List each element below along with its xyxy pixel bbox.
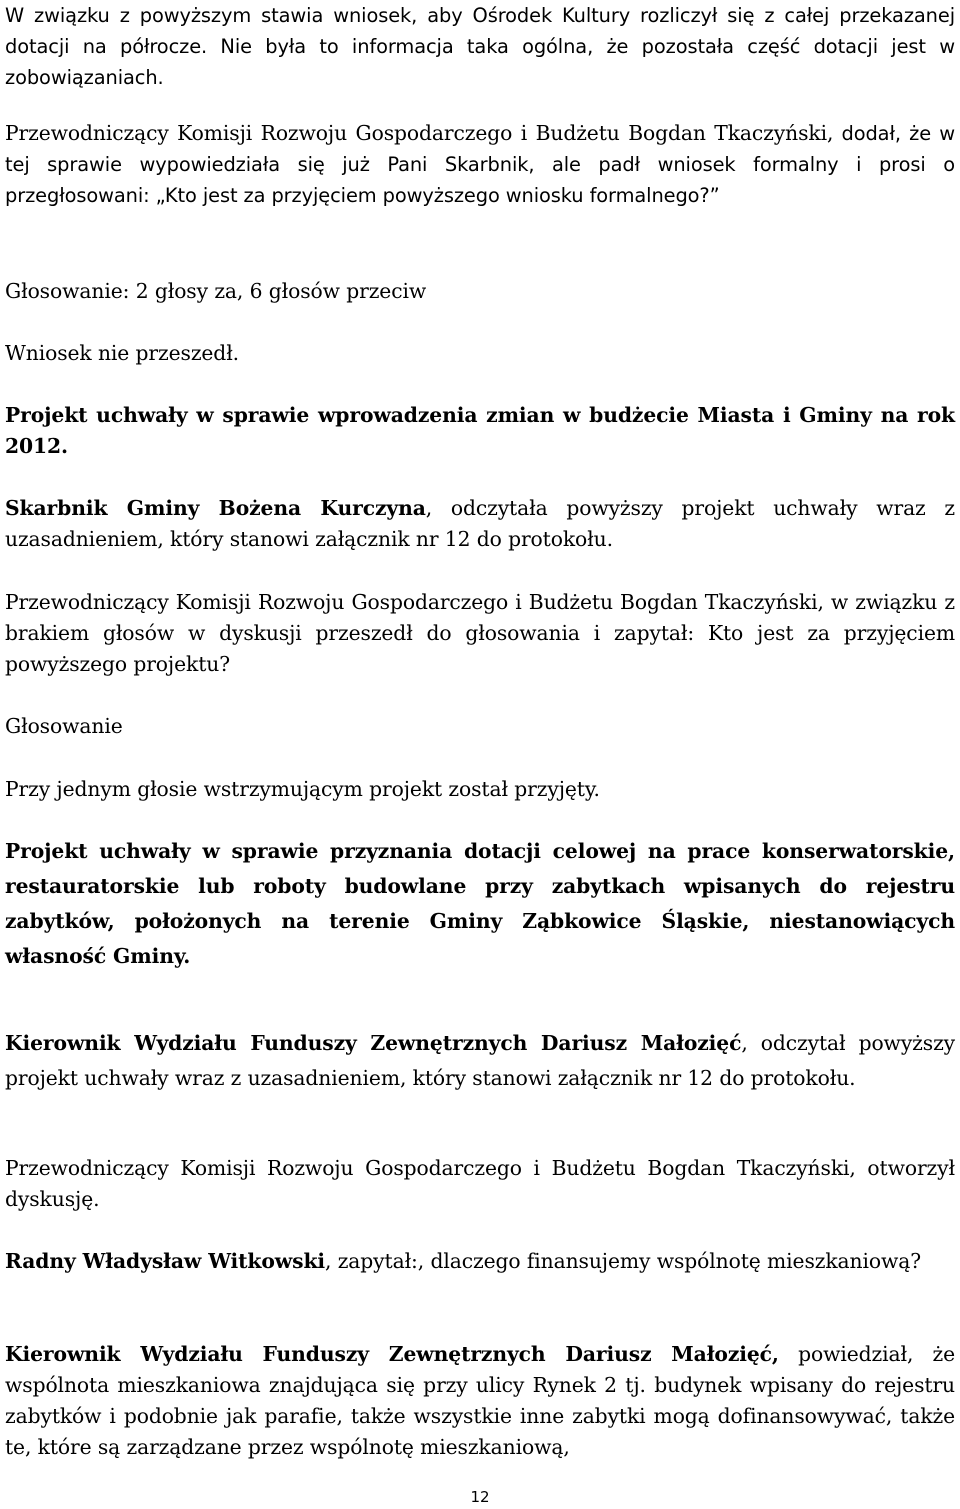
- paragraph-text: W związku z powyższym stawia wniosek, aby Ośrodek Kultury rozliczył się z całej przekazanej dotacji na półrocze. Nie była to informacja taka ogólna, że pozostała część dotacji jest w zobowiązaniach.: [5, 4, 955, 89]
- speaker-name: Przewodniczący Komisji Rozwoju Gospodarczego i Budżetu Bogdan Tkaczyński,: [5, 121, 834, 145]
- page-number: 12: [470, 1488, 490, 1506]
- speaker-name: Kierownik Wydziału Funduszy Zewnętrznych Dariusz Małozięć,: [5, 1342, 779, 1366]
- resolution-title: Projekt uchwały w sprawie wprowadzenia zmian w budżecie Miasta i Gminy na rok 2012.: [5, 403, 955, 458]
- paragraph-text: w związku z brakiem głosów w dyskusji przeszedł do głosowania i zapytał: Kto jest za przyjęciem powyższego projektu?: [5, 590, 955, 676]
- paragraph-text: Głosowanie: 2 głosy za, 6 głosów przeciw: [5, 279, 427, 303]
- resolution-title: Projekt uchwały w sprawie przyznania dotacji celowej na prace konserwatorskie, restauratorskie lub roboty budowlane przy zabytkach wpisanych do rejestru zabytków, położonych na terenie Gminy Ząbkowice Śląskie, niestanowiących własność Gminy.: [5, 839, 955, 968]
- paragraph-text: otworzył dyskusję.: [5, 1156, 955, 1211]
- paragraph-voting-result: [5, 276, 955, 307]
- paragraph-2: [5, 118, 955, 211]
- speaker-name: Skarbnik Gminy Bożena Kurczyna: [5, 496, 426, 520]
- paragraph-13: [5, 1246, 955, 1277]
- paragraph-text: , zapytał:, dlaczego finansujemy wspólnotę mieszkaniową?: [325, 1249, 922, 1273]
- paragraph-12: [5, 1153, 955, 1215]
- paragraph-14: [5, 1339, 955, 1463]
- speaker-name: Kierownik Wydziału Funduszy Zewnętrznych Dariusz Małozięć: [5, 1031, 742, 1055]
- paragraph-voting: [5, 711, 955, 742]
- paragraph-text: , odczytała powyższy projekt uchwały wraz z uzasadnieniem, który stanowi załącznik nr 12 do protokołu.: [5, 496, 955, 551]
- paragraph-adopted: [5, 774, 955, 805]
- paragraph-text: dodał, że w tej sprawie wypowiedziała się już Pani Skarbnik, ale padł wniosek formalny i prosi o przegłosowani: „Kto jest za przyjęciem powyższego wniosku formalnego?”: [5, 122, 955, 207]
- speaker-name: Przewodniczący Komisji Rozwoju Gospodarczego i Budżetu Bogdan Tkaczyński,: [5, 1156, 856, 1180]
- speaker-name: Radny Władysław Witkowski: [5, 1249, 326, 1273]
- speaker-name: Przewodniczący Komisji Rozwoju Gospodarczego i Budżetu Bogdan Tkaczyński,: [5, 590, 824, 614]
- paragraph-7: [5, 587, 955, 680]
- paragraph-text: powiedział, że wspólnota mieszkaniowa znajdująca się przy ulicy Rynek 2 tj. budynek wpisany do rejestru zabytków i podobnie jak parafie, także wszystkie inne zabytki mogą dofinansowywać, także te, które są zarządzane przez wspólnotę mieszkaniową,: [5, 1342, 955, 1459]
- paragraph-text: Przy jednym głosie wstrzymującym projekt został przyjęty.: [5, 777, 600, 801]
- paragraph-resolution-title-2: [5, 834, 955, 974]
- paragraph-text: Głosowanie: [5, 714, 123, 738]
- paragraph-text: Wniosek nie przeszedł.: [5, 341, 240, 365]
- paragraph-resolution-title-1: [5, 400, 955, 462]
- paragraph-1: [5, 0, 955, 93]
- paragraph-text: , odczytał powyższy projekt uchwały wraz z uzasadnieniem, który stanowi załącznik nr 12 do protokołu.: [5, 1031, 956, 1090]
- paragraph-6: [5, 493, 955, 555]
- paragraph-motion-rejected: [5, 338, 955, 369]
- paragraph-11: [5, 1026, 955, 1096]
